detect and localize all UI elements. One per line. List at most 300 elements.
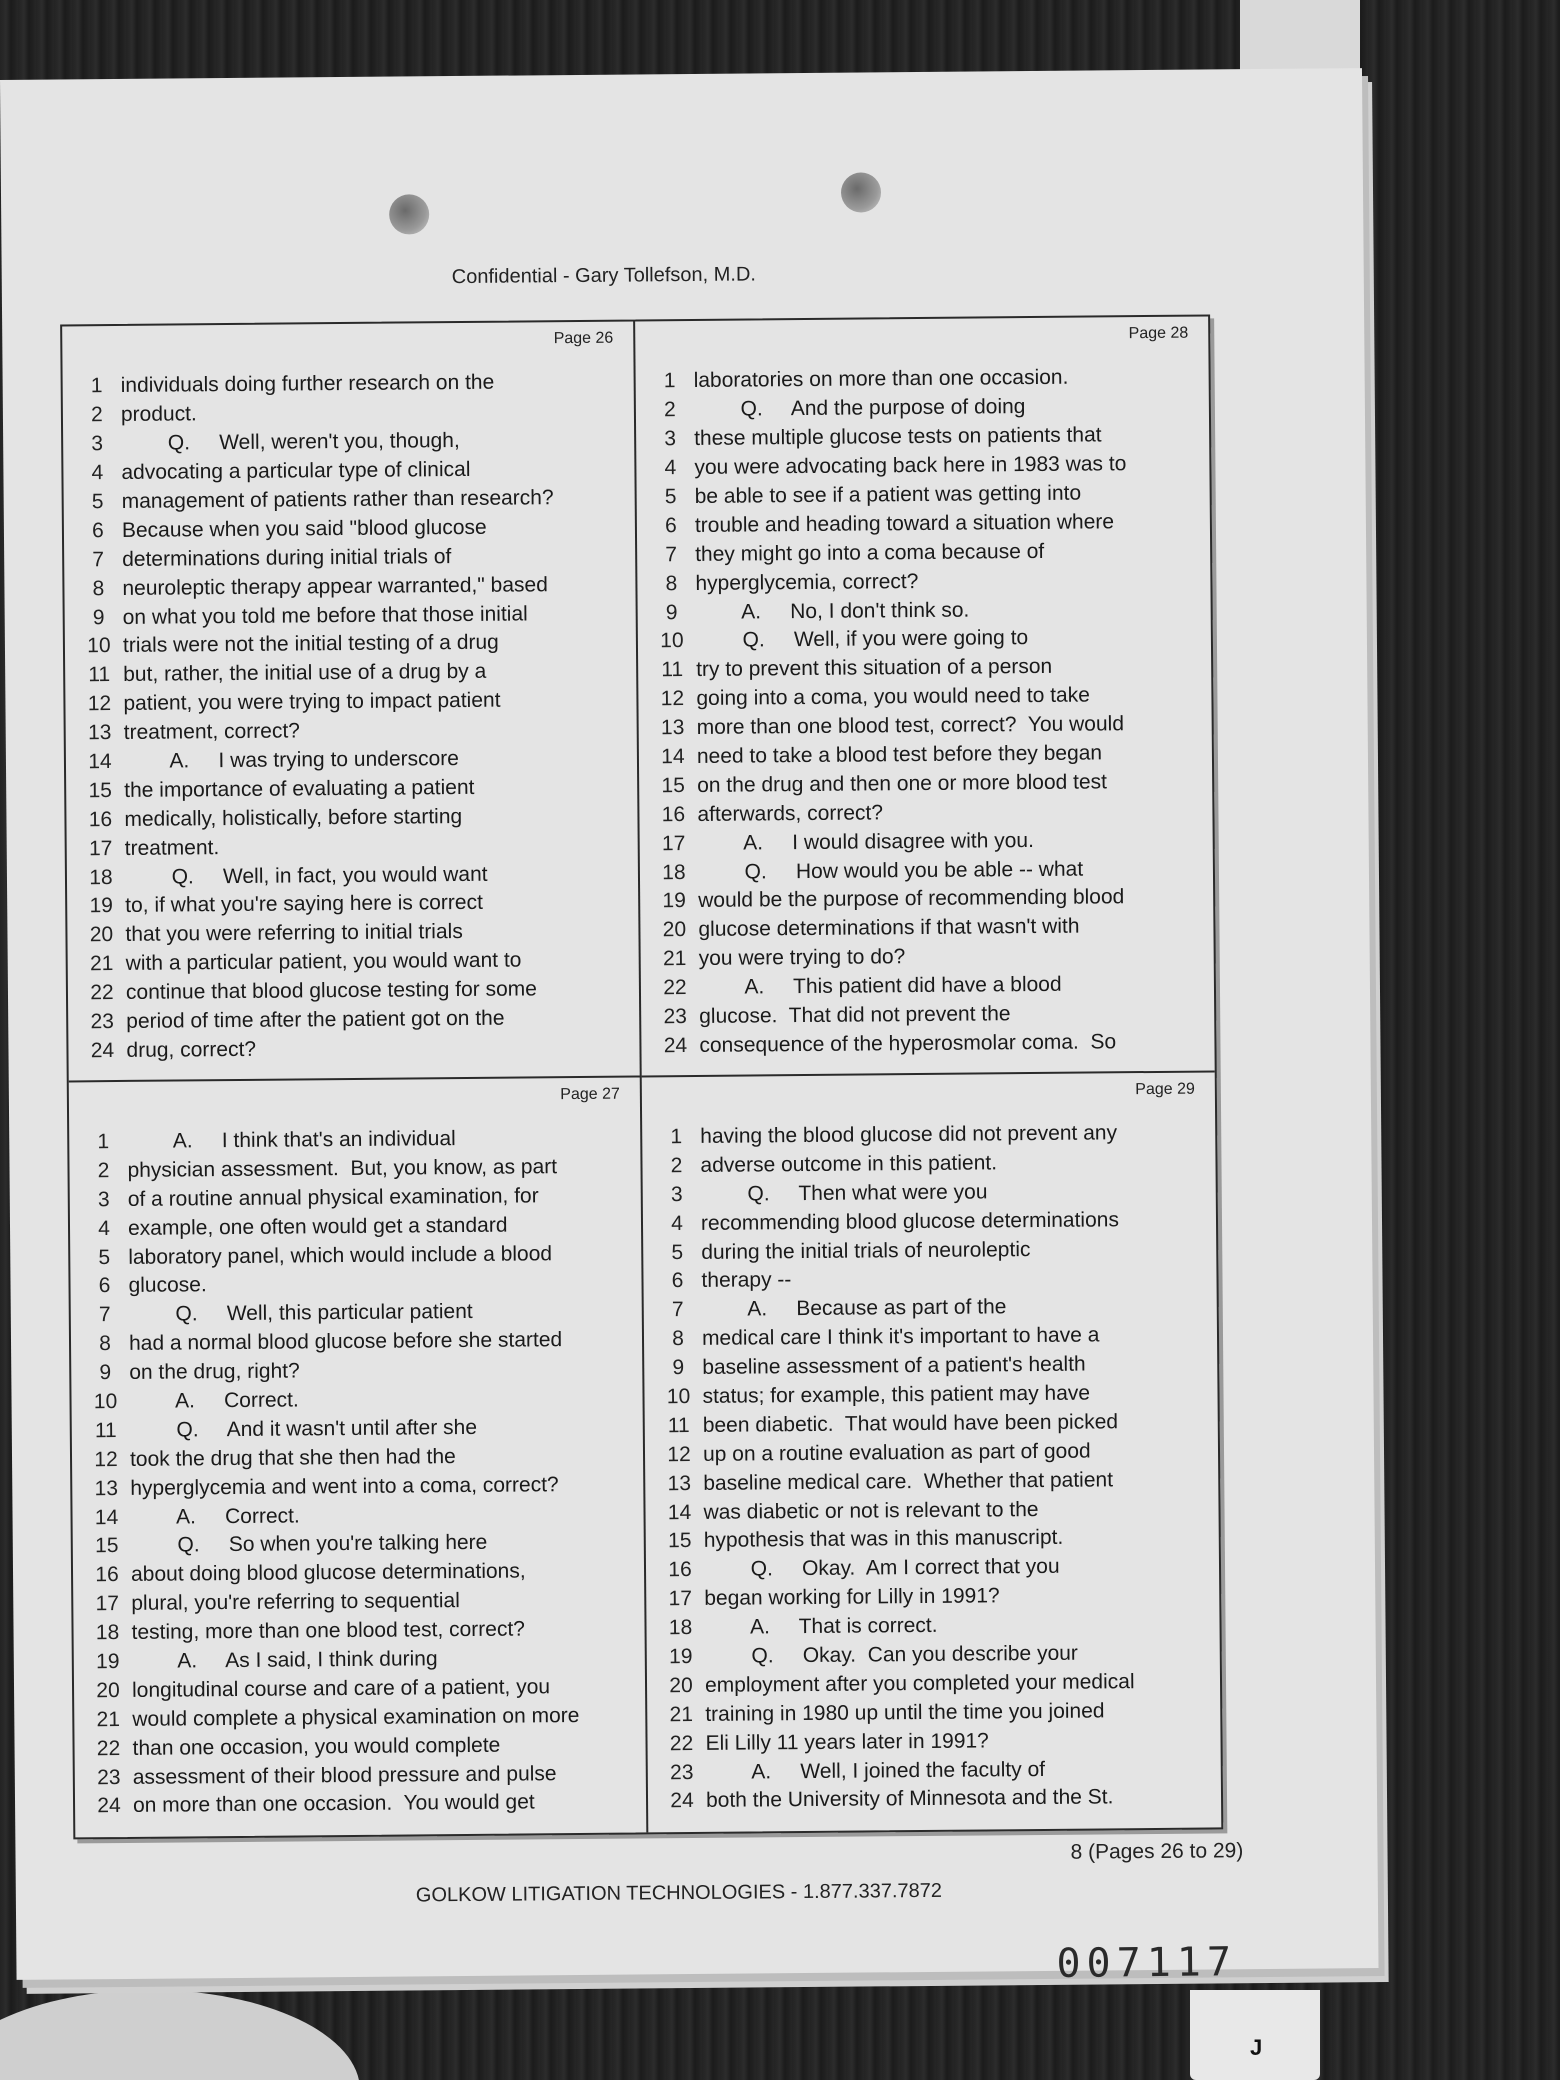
transcript-line <box>656 825 1199 859</box>
line-number: 18 <box>662 860 686 884</box>
transcript-line <box>82 743 623 777</box>
transcript-line <box>663 1667 1206 1701</box>
line-number: 5 <box>98 1245 111 1269</box>
line-number: 2 <box>663 398 676 422</box>
confidential-header: Confidential - Gary Tollefson, M.D. <box>451 263 757 289</box>
transcript-line <box>80 483 621 517</box>
line-text: on the drug and then one or more blood test <box>697 770 1108 797</box>
transcript-line <box>90 1672 631 1706</box>
transcript-line <box>81 656 622 690</box>
page-label: Page 26 <box>553 329 614 348</box>
line-number: 23 <box>663 1005 687 1029</box>
line-text: the importance of evaluating a patient <box>124 775 475 802</box>
transcript-line <box>87 1354 628 1388</box>
line-number: 8 <box>665 571 678 595</box>
transcript-line <box>660 1291 1203 1325</box>
transcript-line <box>80 512 621 546</box>
line-text: adverse outcome in this patient. <box>700 1151 998 1177</box>
line-number: 16 <box>661 802 686 827</box>
line-text: individuals doing further research on the <box>120 371 495 398</box>
line-text: up on a routine evaluation as part of good <box>702 1439 1091 1466</box>
line-number: 15 <box>88 778 112 803</box>
line-text: than one occasion, you would complete <box>132 1733 501 1760</box>
transcript-line <box>657 969 1200 1003</box>
transcript-grid <box>60 314 1223 1839</box>
transcript-line <box>84 974 625 1008</box>
quadrant-page-26 <box>62 321 642 1081</box>
line-number: 13 <box>667 1471 692 1495</box>
line-text: plural, you're referring to sequential <box>131 1589 460 1616</box>
line-text: testing, more than one blood test, correct? <box>131 1617 526 1644</box>
line-text: glucose. That did not prevent the <box>699 1002 1011 1028</box>
line-number: 6 <box>91 519 104 543</box>
page-label: Page 29 <box>1135 1080 1195 1098</box>
line-text: Q. Then what were you <box>700 1180 988 1206</box>
line-number: 7 <box>98 1303 111 1327</box>
line-number: 5 <box>91 490 104 514</box>
line-text: A. No, I don't think so. <box>695 598 970 624</box>
line-text: example, one often would get a standard <box>127 1213 508 1240</box>
line-text: A. Correct. <box>129 1388 299 1413</box>
line-text: on the drug, right? <box>129 1359 300 1384</box>
transcript-line <box>661 1436 1204 1470</box>
transcript-line <box>658 1147 1201 1181</box>
line-text: recommending blood glucose determinations <box>700 1207 1120 1235</box>
line-text: status; for example, this patient may have <box>702 1381 1091 1408</box>
line-number: 19 <box>668 1644 693 1669</box>
line-text: Because when you said "blood glucose <box>121 515 487 542</box>
line-text: A. This patient did have a blood <box>698 972 1062 1000</box>
transcript-lines <box>79 368 626 1066</box>
transcript-line <box>87 1296 628 1330</box>
line-number: 10 <box>660 629 684 653</box>
line-number: 15 <box>661 773 685 798</box>
transcript-line <box>90 1701 631 1735</box>
line-number: 22 <box>669 1731 694 1755</box>
line-text: assessment of their blood pressure and pulse <box>132 1761 557 1789</box>
transcript-line <box>80 570 621 604</box>
line-text: Eli Lilly 11 years later in 1991? <box>705 1729 989 1755</box>
line-text: be able to see if a patient was getting into <box>694 481 1082 508</box>
transcript-line <box>656 883 1199 917</box>
line-text: A. I was trying to underscore <box>123 747 460 773</box>
line-text: baseline assessment of a patient's health <box>702 1352 1086 1379</box>
line-number: 7 <box>671 1298 684 1322</box>
line-text: Q. And it wasn't until after she <box>129 1415 478 1442</box>
line-text: period of time after the patient got on the <box>126 1006 505 1033</box>
transcript-line <box>655 796 1198 830</box>
line-number: 20 <box>662 918 687 942</box>
transcript-line <box>654 680 1197 714</box>
line-text: need to take a blood test before they began <box>696 741 1103 768</box>
line-number: 14 <box>667 1500 692 1524</box>
line-number: 15 <box>95 1534 119 1558</box>
transcript-line <box>79 425 620 459</box>
transcript-line <box>653 536 1196 570</box>
line-text: continue that blood glucose testing for some <box>125 977 537 1005</box>
line-text: trouble and heading toward a situation where <box>694 510 1115 537</box>
line-text: treatment. <box>124 835 220 860</box>
bates-number: 007117 <box>1056 1939 1238 1987</box>
transcript-line <box>87 1383 628 1417</box>
line-number: 11 <box>661 658 684 682</box>
line-text: would be the purpose of recommending blood <box>698 885 1125 913</box>
line-text: glucose. <box>128 1273 207 1298</box>
line-text: Q. Well, this particular patient <box>128 1300 473 1327</box>
transcript-line <box>79 396 620 430</box>
line-text: therapy -- <box>701 1268 792 1293</box>
transcript-line <box>85 1123 626 1157</box>
line-number: 4 <box>671 1211 683 1235</box>
line-text: laboratory panel, which would include a blood <box>128 1241 553 1269</box>
line-number: 21 <box>96 1707 121 1731</box>
line-number: 7 <box>665 542 678 566</box>
line-text: patient, you were trying to impact patient <box>123 688 501 716</box>
page-label: Page 27 <box>560 1085 620 1103</box>
line-text: began working for Lilly in 1991? <box>704 1584 1000 1611</box>
transcript-line <box>657 998 1200 1032</box>
line-number: 21 <box>669 1702 694 1726</box>
line-text: Q. Okay. Am I correct that you <box>703 1555 1060 1582</box>
transcript-line <box>81 685 622 719</box>
line-number: 10 <box>93 1389 118 1414</box>
transcript-line <box>659 1234 1202 1268</box>
line-number: 16 <box>668 1558 692 1582</box>
line-text: to, if what you're saying here is correct <box>125 891 483 918</box>
transcript-line <box>661 1407 1204 1441</box>
line-number: 11 <box>667 1413 690 1438</box>
line-number: 17 <box>95 1592 120 1616</box>
line-number: 13 <box>660 716 685 740</box>
line-text: training in 1980 up until the time you joined <box>705 1699 1105 1726</box>
line-number: 4 <box>664 456 677 480</box>
transcript-page <box>0 68 1379 1987</box>
transcript-line <box>82 801 623 835</box>
transcript-line <box>86 1239 627 1273</box>
line-number: 22 <box>663 976 687 1000</box>
transcript-line <box>658 1118 1201 1152</box>
line-number: 13 <box>94 1476 119 1500</box>
line-text: on what you told me before that those initial <box>122 601 528 629</box>
transcript-line <box>90 1730 631 1764</box>
line-text: but, rather, the initial use of a drug by a <box>123 660 487 687</box>
quadrant-page-27 <box>69 1077 649 1837</box>
line-number: 9 <box>672 1356 685 1380</box>
line-text: A. As I said, I think during <box>131 1647 438 1673</box>
transcript-line <box>80 541 621 575</box>
line-text: glucose determinations if that wasn't with <box>698 914 1080 942</box>
transcript-line <box>664 1754 1207 1788</box>
line-text: determinations during initial trials of <box>122 544 452 571</box>
transcript-line <box>653 478 1196 512</box>
line-number: 3 <box>91 432 104 456</box>
line-text: A. That is correct. <box>704 1613 938 1639</box>
line-number: 20 <box>96 1678 120 1703</box>
punch-hole-icon <box>389 194 429 234</box>
line-text: that you were referring to initial trials <box>125 920 463 947</box>
transcript-line <box>82 772 623 806</box>
line-number: 12 <box>660 687 685 711</box>
line-text: medical care I think it's important to have a <box>701 1323 1100 1351</box>
line-number: 3 <box>670 1182 683 1206</box>
line-number: 23 <box>670 1760 694 1784</box>
transcript-line <box>655 738 1198 772</box>
transcript-line <box>89 1614 630 1648</box>
transcript-line <box>655 767 1198 801</box>
line-number: 21 <box>662 947 687 971</box>
line-text: took the drug that she then had the <box>129 1444 456 1471</box>
line-number: 13 <box>87 721 112 745</box>
line-number: 23 <box>90 1010 114 1034</box>
quadrant-page-29 <box>642 1072 1222 1832</box>
line-number: 6 <box>664 514 677 538</box>
line-number: 2 <box>670 1153 683 1178</box>
line-number: 10 <box>666 1384 691 1409</box>
transcript-line <box>84 945 625 979</box>
line-number: 4 <box>98 1216 110 1240</box>
transcript-line <box>83 859 624 893</box>
line-number: 22 <box>96 1736 121 1760</box>
line-text: more than one blood test, correct? You would <box>696 712 1125 740</box>
line-number: 21 <box>89 952 114 976</box>
transcript-line <box>88 1441 629 1475</box>
line-text: would complete a physical examination on more <box>132 1703 580 1731</box>
transcript-line <box>84 1003 625 1037</box>
line-text: physician assessment. But, you know, as part <box>127 1155 558 1182</box>
line-text: drug, correct? <box>126 1037 257 1062</box>
transcript-line <box>652 363 1195 397</box>
transcript-line <box>79 454 620 488</box>
line-number: 3 <box>97 1187 110 1211</box>
line-number: 1 <box>90 374 103 398</box>
line-number: 5 <box>671 1240 684 1264</box>
transcript-line <box>652 449 1195 483</box>
line-text: was diabetic or not is relevant to the <box>703 1497 1039 1524</box>
transcript-line <box>652 420 1195 454</box>
transcript-line <box>662 1523 1205 1557</box>
transcript-line <box>79 368 620 402</box>
line-number: 6 <box>98 1274 111 1298</box>
line-text: A. I would disagree with you. <box>697 828 1034 855</box>
line-number: 18 <box>95 1621 120 1645</box>
line-text: try to prevent this situation of a person <box>696 655 1053 682</box>
line-text: you were advocating back here in 1983 was to <box>694 452 1127 480</box>
transcript-line <box>662 1551 1205 1585</box>
line-text: hypothesis that was in this manuscript. <box>703 1526 1064 1553</box>
line-text: management of patients rather than research? <box>121 486 554 513</box>
transcript-line <box>659 1176 1202 1210</box>
line-number: 16 <box>88 807 113 832</box>
line-number: 19 <box>662 889 686 913</box>
line-number: 18 <box>668 1616 693 1640</box>
line-text: consequence of the hyperosmolar coma. So <box>699 1030 1117 1057</box>
footer-page-range: 8 (Pages 26 to 29) <box>1070 1839 1244 1864</box>
tab-letter: J <box>1250 2035 1263 2060</box>
line-number: 3 <box>664 427 677 451</box>
transcript-line <box>657 940 1200 974</box>
transcript-line <box>662 1609 1205 1643</box>
line-text: A. Correct. <box>130 1503 300 1529</box>
line-text: neuroleptic therapy appear warranted," based <box>122 572 548 600</box>
line-text: during the initial trials of neuroleptic <box>701 1237 1031 1264</box>
line-number: 1 <box>97 1130 110 1154</box>
transcript-line <box>89 1585 630 1619</box>
transcript-line <box>656 911 1199 945</box>
line-text: Q. And the purpose of doing <box>693 395 1026 422</box>
line-number: 24 <box>670 1789 694 1813</box>
transcript-line <box>82 714 623 748</box>
line-number: 2 <box>97 1158 110 1183</box>
line-number: 9 <box>92 605 105 629</box>
quadrant-page-28 <box>635 316 1215 1076</box>
line-number: 19 <box>96 1649 120 1674</box>
line-text: having the blood glucose did not prevent any <box>700 1121 1118 1148</box>
line-number: 14 <box>94 1505 119 1529</box>
transcript-line <box>662 1580 1205 1614</box>
line-number: 20 <box>669 1673 693 1698</box>
transcript-line <box>83 888 624 922</box>
transcript-line <box>88 1470 629 1504</box>
transcript-line <box>86 1268 627 1302</box>
transcript-lines <box>652 363 1201 1061</box>
transcript-line <box>655 709 1198 743</box>
transcript-line <box>660 1320 1203 1354</box>
line-text: been diabetic. That would have been picked <box>702 1410 1119 1437</box>
line-number: 15 <box>667 1529 692 1553</box>
transcript-line <box>88 1412 629 1446</box>
line-text: A. Well, I joined the faculty of <box>705 1757 1046 1784</box>
line-number: 8 <box>92 576 105 600</box>
line-text: Q. Well, in fact, you would want <box>124 862 488 889</box>
line-number: 9 <box>99 1361 112 1385</box>
transcript-line <box>86 1181 627 1215</box>
transcript-line <box>91 1788 632 1822</box>
line-number: 22 <box>90 981 114 1005</box>
transcript-line <box>653 507 1196 541</box>
transcript-line <box>81 628 622 662</box>
line-number: 24 <box>90 1038 115 1063</box>
line-number: 5 <box>664 485 677 509</box>
line-number: 1 <box>670 1125 683 1149</box>
transcript-line <box>661 1494 1204 1528</box>
transcript-line <box>659 1263 1202 1297</box>
transcript-line <box>661 1465 1204 1499</box>
line-number: 12 <box>94 1447 118 1471</box>
transcript-line <box>86 1210 627 1244</box>
transcript-line <box>654 651 1197 685</box>
line-number: 19 <box>89 894 113 918</box>
line-number: 18 <box>89 865 113 889</box>
line-text: Q. Okay. Can you describe your <box>704 1641 1078 1668</box>
line-text: afterwards, correct? <box>697 801 884 826</box>
line-number: 10 <box>87 634 111 658</box>
transcript-line <box>89 1556 630 1590</box>
line-text: with a particular patient, you would want to <box>125 948 522 976</box>
line-text: going into a coma, you would need to take <box>696 683 1090 711</box>
line-number: 8 <box>99 1332 111 1356</box>
line-number: 17 <box>668 1587 693 1611</box>
line-number: 6 <box>671 1269 684 1293</box>
page-label: Page 28 <box>1128 324 1189 343</box>
transcript-line <box>81 599 622 633</box>
line-text: longitudinal course and care of a patient, you <box>131 1675 551 1702</box>
line-text: A. Because as part of the <box>701 1295 1007 1322</box>
line-text: laboratories on more than one occasion. <box>693 366 1069 393</box>
line-text: hyperglycemia and went into a coma, correct? <box>130 1472 559 1500</box>
line-number: 11 <box>94 1418 117 1443</box>
line-number: 16 <box>95 1563 119 1587</box>
transcript-line <box>652 391 1195 425</box>
transcript-line <box>91 1759 632 1793</box>
transcript-line <box>89 1528 630 1562</box>
line-number: 17 <box>661 831 686 855</box>
transcript-line <box>657 1027 1200 1061</box>
line-text: they might go into a coma because of <box>695 539 1045 566</box>
transcript-line <box>85 1152 626 1186</box>
transcript-lines <box>85 1123 632 1821</box>
punch-hole-icon <box>841 172 881 212</box>
line-text: hyperglycemia, correct? <box>695 569 919 595</box>
transcript-line <box>660 1349 1203 1383</box>
line-text: you were trying to do? <box>698 945 906 971</box>
transcript-line <box>83 917 624 951</box>
line-text: these multiple glucose tests on patients that <box>694 423 1102 451</box>
transcript-line <box>656 854 1199 888</box>
line-number: 12 <box>87 692 112 716</box>
transcript-line <box>660 1378 1203 1412</box>
transcript-line <box>654 623 1197 657</box>
transcript-line <box>84 1032 625 1066</box>
line-text: product. <box>120 402 197 427</box>
line-text: on more than one occasion. You would get <box>132 1790 535 1818</box>
transcript-line <box>87 1325 628 1359</box>
transcript-line <box>90 1643 631 1677</box>
line-text: had a normal blood glucose before she started <box>128 1328 563 1356</box>
line-number: 24 <box>97 1794 121 1818</box>
line-number: 12 <box>667 1442 691 1466</box>
line-number: 7 <box>92 547 105 571</box>
line-text: of a routine annual physical examination, for <box>127 1184 539 1211</box>
line-text: medically, holistically, before starting <box>124 804 463 831</box>
line-number: 4 <box>91 461 104 485</box>
line-number: 14 <box>661 745 685 769</box>
transcript-line <box>663 1725 1206 1759</box>
line-number: 24 <box>663 1033 688 1058</box>
line-number: 23 <box>97 1765 121 1789</box>
transcript-line <box>83 830 624 864</box>
line-text: baseline medical care. Whether that patient <box>703 1467 1114 1495</box>
transcript-line <box>663 1696 1206 1730</box>
transcript-line <box>663 1638 1206 1672</box>
line-text: treatment, correct? <box>123 719 301 745</box>
line-text: about doing blood glucose determinations, <box>130 1559 526 1587</box>
line-text: Q. How would you be able -- what <box>697 857 1084 884</box>
line-text: Q. So when you're talking here <box>130 1531 488 1558</box>
transcript-line <box>653 565 1196 599</box>
line-number: 20 <box>89 923 114 947</box>
transcript-lines <box>658 1118 1207 1816</box>
line-text: trials were not the initial testing of a drug <box>122 631 499 658</box>
transcript-line <box>659 1205 1202 1239</box>
line-text: A. I think that's an individual <box>127 1127 456 1153</box>
line-text: employment after you completed your medical <box>704 1670 1135 1697</box>
transcript-line <box>88 1499 629 1533</box>
transcript-line <box>654 594 1197 628</box>
footer-company: GOLKOW LITIGATION TECHNOLOGIES - 1.877.337.7872 <box>415 1879 943 1907</box>
line-number: 8 <box>672 1327 684 1351</box>
line-text: advocating a particular type of clinical <box>121 458 471 485</box>
line-number: 14 <box>88 750 112 774</box>
